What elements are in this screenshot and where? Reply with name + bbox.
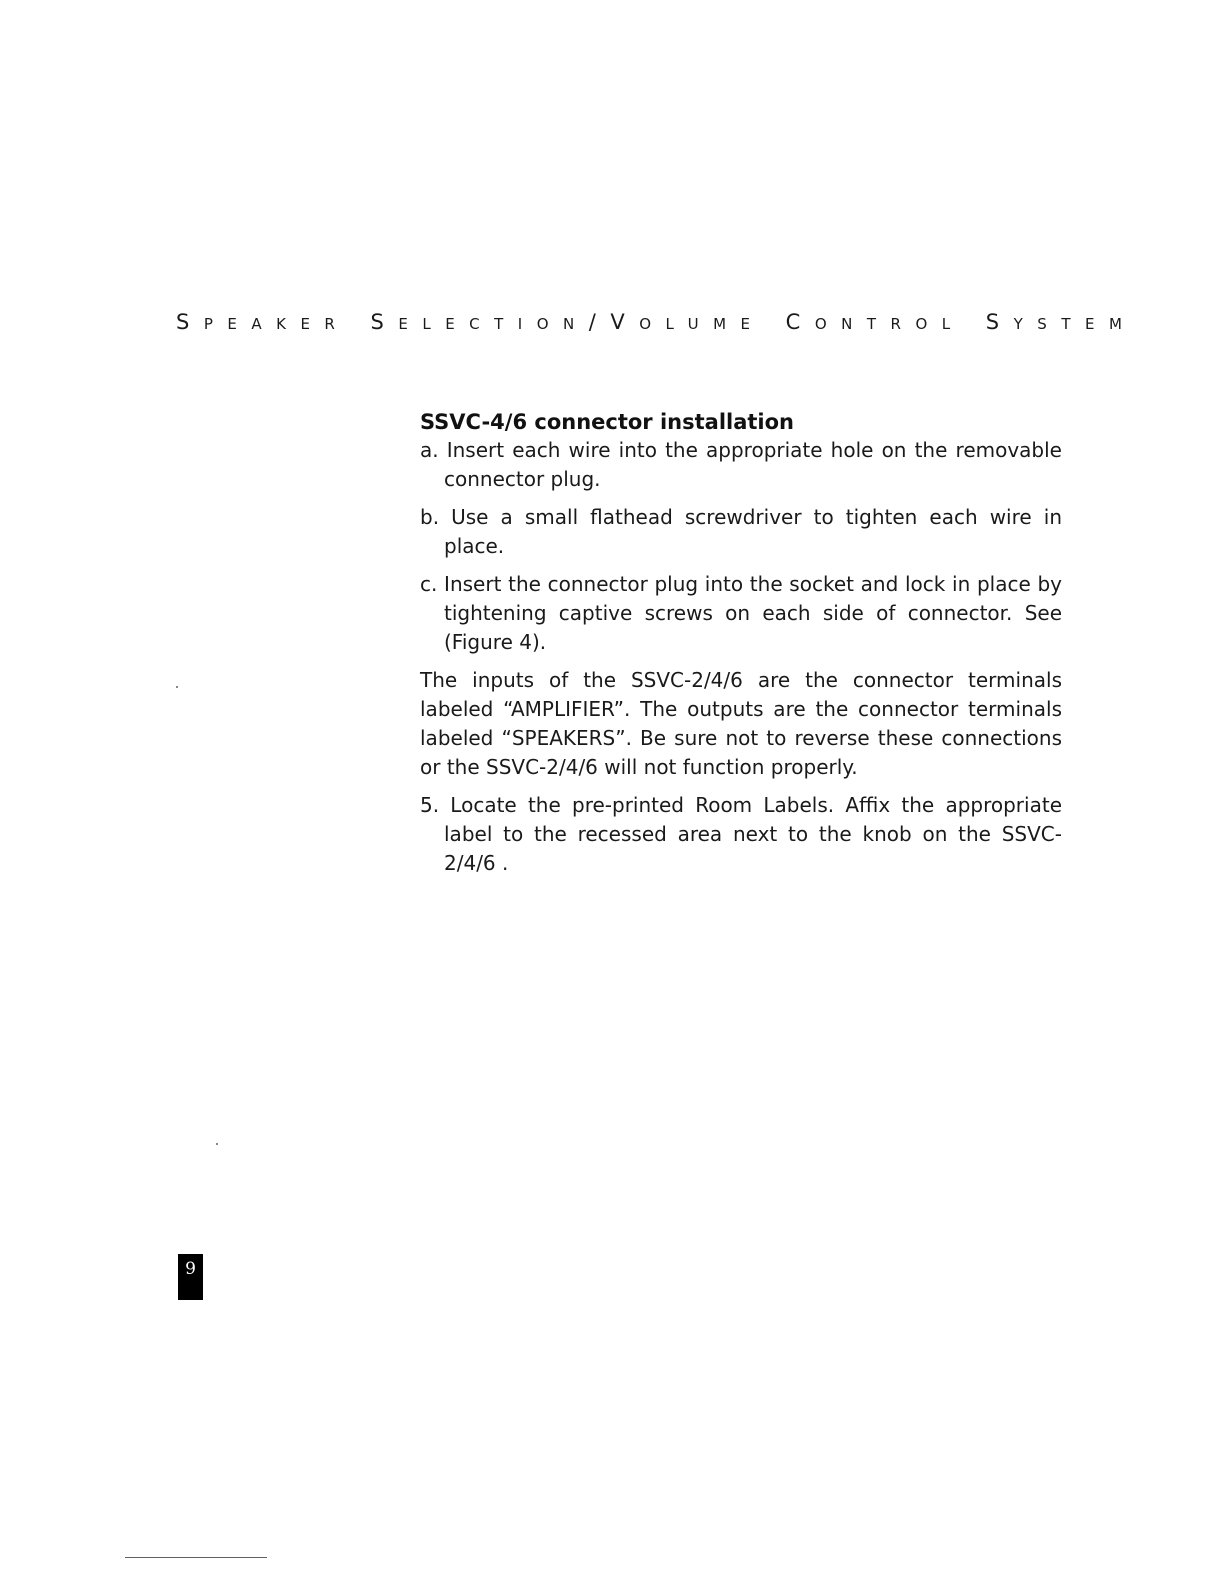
- scan-speck: [176, 686, 178, 688]
- step-b: b. Use a small flathead screwdriver to tighten each wire in place.: [420, 505, 1062, 558]
- scan-speck: [216, 1143, 218, 1145]
- inputs-outputs-paragraph: The inputs of the SSVC-2/4/6 are the connector terminals labeled “AMPLIFIER”. The outputs are the connector terminals labeled “SPEAKERS”. Be sure not to reverse these connections or the SSVC-2/4/6 will not function properly.: [420, 668, 1062, 779]
- step-c: c. Insert the connector plug into the socket and lock in place by tightening captive screws on each side of connector. See (Figure 4).: [420, 572, 1062, 654]
- main-content: [420, 410, 1062, 887]
- footer-rule: [125, 1557, 267, 1558]
- section-heading: SSVC-4/6 connector installation: [420, 410, 795, 434]
- page-number-tab: 9: [178, 1254, 203, 1300]
- running-header: Speaker Selection/Volume Control System: [176, 310, 1137, 334]
- step-5: 5. Locate the pre-printed Room Labels. Affix the appropriate label to the recessed area next to the knob on the SSVC-2/4/6 .: [420, 793, 1062, 875]
- step-a: a. Insert each wire into the appropriate hole on the removable connector plug.: [420, 438, 1062, 491]
